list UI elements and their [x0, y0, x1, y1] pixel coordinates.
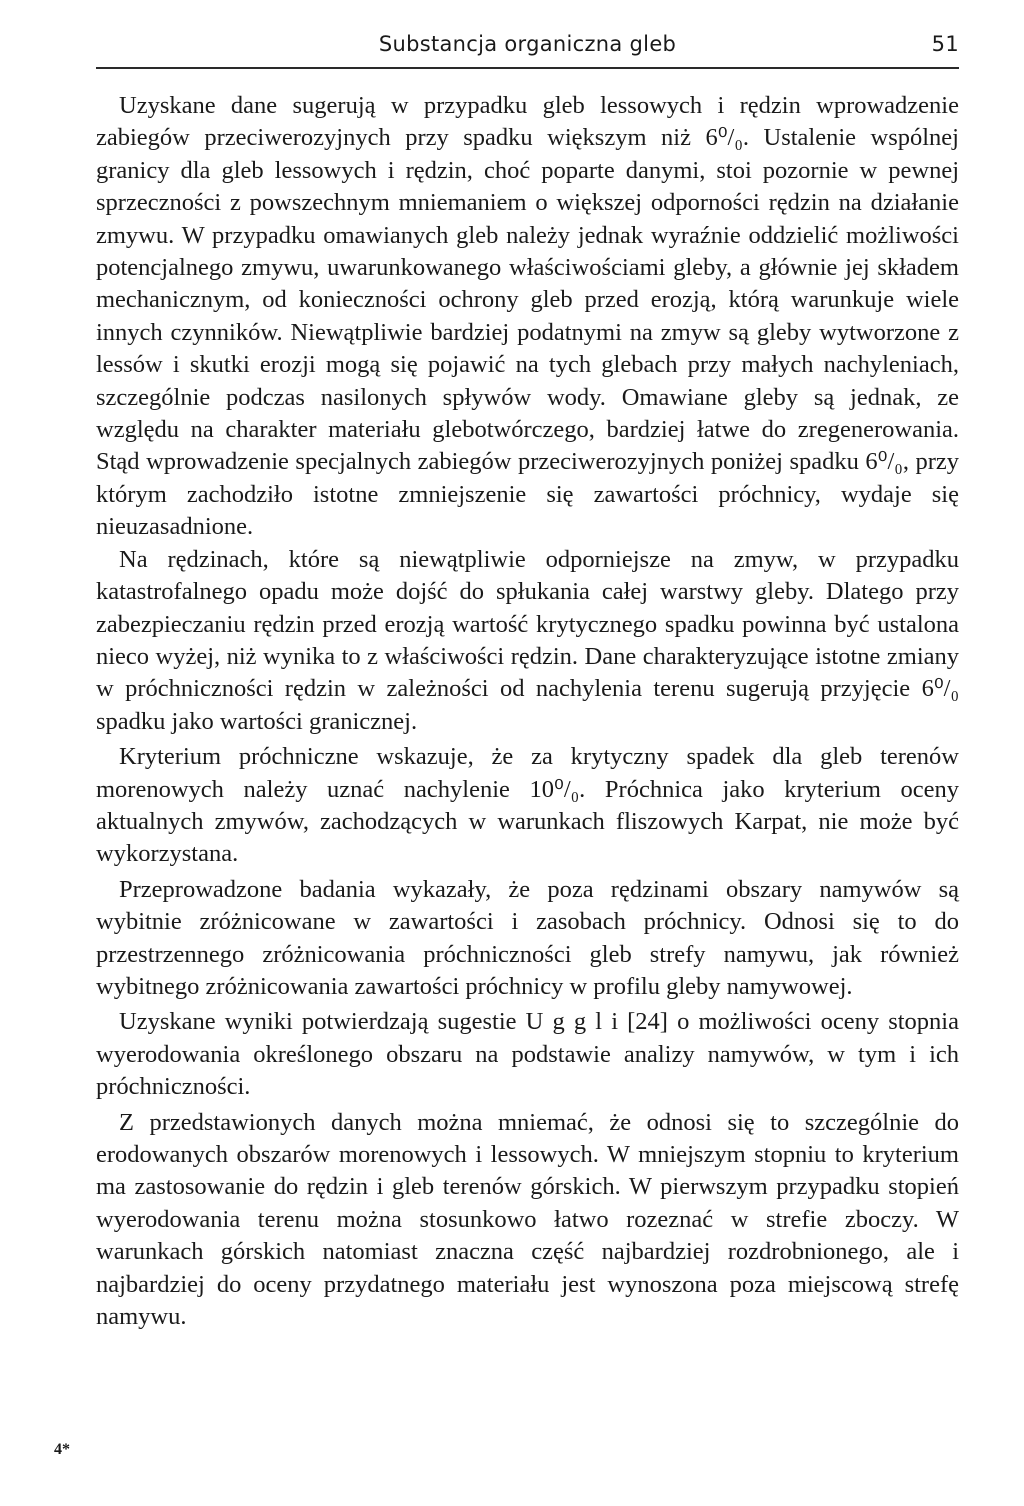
paragraph-2: Na rędzinach, które są niewątpliwie odporniejsze na zmyw, w przypadku katastrofalnego opadu może dojść do spłukania całej warstwy gleby. Dlatego przy zabezpieczaniu rędzin przed erozją wartość krytycznego spadku powinna być ustalona nieco wyżej, niż wynika to z właściwości rędzin. Dane charakteryzujące istotne zmiany w próchniczności rędzin w zależności od nachylenia terenu sugerują przyjęcie 6⁰/₀ spadku jako wartości granicznej.	[96, 545, 959, 735]
paragraph-4: Przeprowadzone badania wykazały, że poza rędzinami obszary namywów są wybitnie zróżnicowane w zawartości i zasobach próchnicy. Odnosi się to do przestrzennego zróżnicowania próchniczności gleb strefy namywu, jak również wybitnego zróżnicowania zawartości próchnicy w profilu gleby namywowej.	[96, 875, 959, 1000]
header-rule	[96, 67, 959, 69]
body-text	[96, 90, 959, 1336]
page-number: 51	[931, 32, 959, 56]
running-header	[96, 30, 959, 64]
paragraph-1: Uzyskane dane sugerują w przypadku gleb lessowych i rędzin wprowadzenie zabiegów przeciwerozyjnych przy spadku większym niż 6⁰/₀. Ustalenie wspólnej granicy dla gleb lessowych i rędzin, choć poparte danymi, stoi pozornie w pewnej sprzeczności z powszechnym mniemaniem o większej odporności rędzin na działanie zmywu. W przypadku omawianych gleb należy jednak wyraźnie oddzielić możliwości potencjalnego zmywu, uwarunkowanego właściwościami gleby, a głównie jej składem mechanicznym, od konieczności ochrony gleb przed erozją, którą warunkuje wiele innych czynników. Niewątpliwie bardziej podatnymi na zmyw są gleby wytworzone z lessów i skutki erozji mogą się pojawić na tych glebach przy małych nachyleniach, szczególnie podczas nasilonych spływów wody. Omawiane gleby są jednak, ze względu na charakter materiału glebotwórczego, bardziej łatwe do zregenerowania. Stąd wprowadzenie specjalnych zabiegów przeciwerozyjnych poniżej spadku 6⁰/₀, przy którym zachodziło istotne zmniejszenie się zawartości próchnicy, wydaje się nieuzasadnione.	[96, 92, 959, 541]
paragraph-6: Z przedstawionych danych można mniemać, że odnosi się to szczególnie do erodowanych obszarów morenowych i lessowych. W mniejszym stopniu to kryterium ma zastosowanie do rędzin i gleb terenów górskich. W pierwszym przypadku stopień wyerodowania terenu można stosunkowo łatwo rozeznać w strefie zboczy. W warunkach górskich natomiast znaczna część najbardziej rozdrobnionego, ale i najbardziej do oceny przydatnego materiału jest wynoszona poza miejscową strefę namywu.	[96, 1108, 959, 1331]
paragraph-5: Uzyskane wyniki potwierdzają sugestie U g g l i [24] o możliwości oceny stopnia wyerodowania określonego obszaru na podstawie analizy namywów, w tym i ich próchniczności.	[96, 1008, 959, 1101]
paragraph-3: Kryterium próchniczne wskazuje, że za krytyczny spadek dla gleb terenów morenowych należy uznać nachylenie 10⁰/₀. Próchnica jako kryterium oceny aktualnych zmywów, zachodzących w warunkach fliszowych Karpat, nie może być wykorzystana.	[96, 743, 959, 868]
signature-mark: 4*	[54, 1441, 70, 1458]
running-header-title: Substancja organiczna gleb	[378, 32, 677, 56]
